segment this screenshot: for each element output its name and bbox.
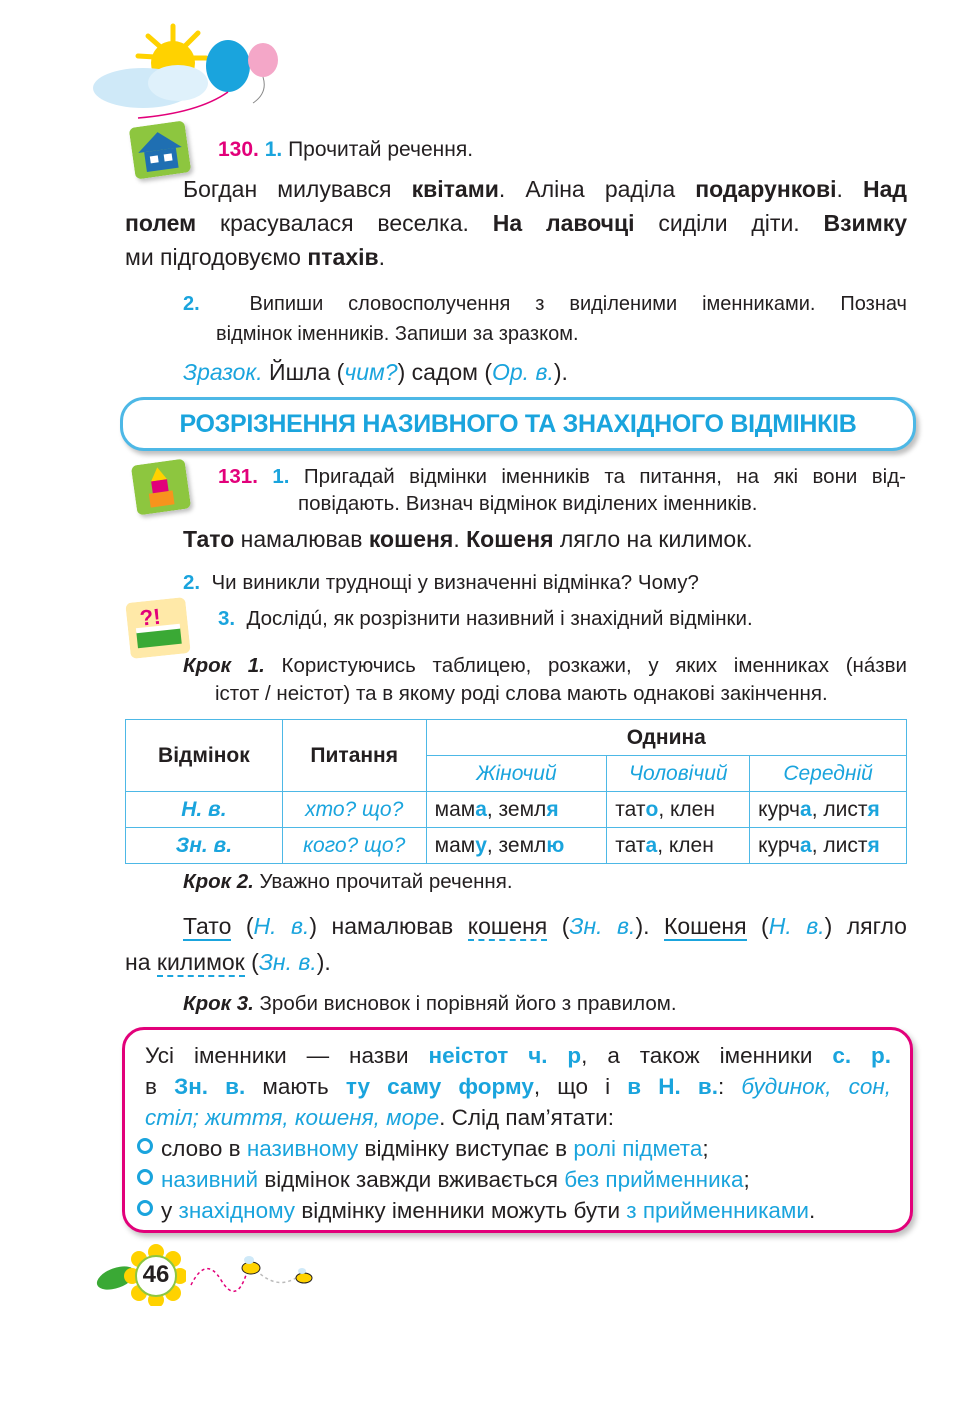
rule-bullet-3 (137, 1195, 891, 1226)
step2-sentence-line1: Тато (Н. в.) намалював кошеня (Зн. в.). Кошеня (Н. в.) лягло (183, 913, 907, 939)
bullet-icon (137, 1169, 153, 1185)
blocks-icon (131, 458, 191, 515)
text-run: о (645, 797, 659, 821)
th-question: Питання (282, 720, 426, 792)
ex131-p1-number: 1. (272, 465, 290, 488)
text-run: без прийменника (564, 1167, 744, 1192)
text-run: , земл (486, 797, 547, 821)
bullet-icon (137, 1138, 153, 1154)
text-run: , що і (533, 1074, 628, 1099)
text-run: з прийменниками (626, 1198, 809, 1223)
text-run: сиділи діти. (634, 210, 824, 236)
ex130-p1-number: 1. (264, 138, 283, 161)
ex131-task3 (218, 605, 753, 633)
ex131-p2-number: 2. (183, 571, 201, 594)
ex131-task1 (218, 463, 906, 517)
text-run: полем (125, 210, 197, 236)
text-run: квітами (411, 176, 499, 202)
cell-case: Зн. в. (126, 828, 283, 864)
step2-text: Уважно прочитай речення. (253, 870, 513, 893)
text-run: ми підгодовуємо (125, 244, 308, 270)
text-run: птахів (307, 244, 379, 270)
text-run: відмінку виступає в (358, 1136, 574, 1161)
text-run: тат (615, 833, 646, 857)
bullet-icon (137, 1200, 153, 1216)
rule-line-1 (145, 1040, 891, 1071)
text-run: будинок, сон, (741, 1074, 891, 1099)
ex130-task2-line1 (183, 289, 907, 319)
ex130-task2-line2: відмінок іменників. Запиши за зразком. (216, 323, 579, 345)
text-run: в Н. в. (627, 1074, 718, 1099)
ex131-p1-text: Пригадай відмінки іменників та питання, на які вони від- (303, 465, 906, 488)
text-run: називний (161, 1167, 259, 1192)
text-run: в (145, 1074, 175, 1099)
text-run: слово в (161, 1136, 247, 1161)
ex130-sample (183, 356, 568, 388)
th-masc: Чоловічий (607, 756, 750, 792)
cell-case: Н. в. (126, 792, 283, 828)
text-run: а (645, 833, 658, 857)
text-run: я (867, 833, 880, 857)
text-run: курч (758, 833, 801, 857)
sample-text-b: ) садом ( (397, 359, 492, 385)
section-title-box (120, 397, 916, 451)
step2 (183, 868, 513, 896)
subject-word: Тато (183, 913, 232, 939)
text-run: відмінку іменники можуть бути (295, 1198, 627, 1223)
step1-line1 (183, 652, 907, 680)
text-run: Взимку (823, 210, 908, 236)
ex131-p3-number: 3. (218, 607, 236, 630)
sample-question: чим? (344, 359, 398, 385)
object-word: кошеня (467, 913, 548, 939)
step2-sentence (125, 908, 907, 980)
ex130-p2-number: 2. (183, 293, 200, 315)
subject-word: Кошеня (663, 913, 747, 939)
ex130-line-2 (125, 206, 907, 240)
th-singular: Однина (426, 720, 906, 756)
cell-masc (607, 792, 750, 828)
step3 (183, 990, 677, 1018)
ex131-sentence (183, 523, 753, 555)
table-row (126, 828, 907, 864)
sample-text-c: ). (553, 359, 568, 385)
text-run: : (717, 1074, 742, 1099)
rule-line-2 (145, 1071, 891, 1102)
text-run: , а також іменники (581, 1043, 833, 1068)
step3-label: Крок 3. (183, 992, 254, 1015)
th-neut: Середній (750, 756, 907, 792)
ex131-task1-line2: повідають. Визнач відмінок виділених іменників. (298, 492, 758, 515)
text-run: ю (546, 833, 565, 857)
case-mark: Н. в. (253, 913, 310, 939)
text-run: Тато (183, 526, 235, 552)
ex130-number: 130. (218, 138, 259, 161)
text-run: . Аліна раділа (498, 176, 696, 202)
ex130-line-1 (125, 172, 907, 206)
s2-text: на (125, 949, 157, 975)
rule-bullet-1 (137, 1133, 891, 1164)
svg-text:?!: ?! (138, 603, 162, 631)
text-run: відмінок завжди вживається (258, 1167, 565, 1192)
text-run: красувалася веселка. (196, 210, 493, 236)
text-run: намалював (234, 526, 369, 552)
rule-bullet-2 (137, 1164, 891, 1195)
text-run: . (808, 1198, 816, 1223)
case-mark: Зн. в. (258, 949, 317, 975)
ex131-number: 131. (218, 465, 258, 488)
text-run: ; (702, 1136, 709, 1161)
text-run: а (475, 797, 487, 821)
rule-box (122, 1027, 913, 1233)
ex130-task2 (183, 289, 907, 349)
section-title: РОЗРІЗНЕННЯ НАЗИВНОГО ТА ЗНАХІДНОГО ВІДМІНКІВ (179, 410, 857, 438)
text-run: у (161, 1198, 179, 1223)
ex131-p3-text: Дослідú, як розрізнити називний і знахідний відмінки. (246, 607, 753, 630)
table-row (126, 792, 907, 828)
text-run: тат (615, 797, 646, 821)
text-run: знахідному (178, 1198, 296, 1223)
text-run: ролі підмета (573, 1136, 703, 1161)
s2-text: намалював (317, 913, 468, 939)
text-run: мають (245, 1074, 346, 1099)
text-run: мам (434, 797, 476, 821)
text-run: я (867, 797, 880, 821)
text-run: а (800, 833, 812, 857)
sample-case: Ор. в. (492, 359, 554, 385)
ex131-p2-text: Чи виникли труднощі у визначенні відмінка? Чому? (211, 571, 699, 594)
ex130-sentences (125, 172, 907, 274)
page-number: 46 (142, 1261, 170, 1288)
sun-balloons-icon (78, 18, 288, 128)
th-fem: Жіночий (426, 756, 607, 792)
ex130-task1 (218, 133, 473, 167)
text-run: у (475, 833, 487, 857)
text-run: ; (743, 1167, 750, 1192)
text-run: , лист (811, 833, 868, 857)
cell-neut (750, 828, 907, 864)
text-run: я (546, 797, 559, 821)
text-run: подарункові (695, 176, 837, 202)
case-table (125, 719, 907, 864)
s2-text: лягло (832, 913, 907, 939)
sample-label: Зразок. (183, 359, 263, 385)
text-run: курч (758, 797, 801, 821)
text-run: називному (246, 1136, 359, 1161)
rule-line-3 (145, 1102, 891, 1133)
step2-label: Крок 2. (183, 870, 254, 893)
th-case: Відмінок (126, 720, 283, 792)
text-run: стіл; життя, кошеня, море (145, 1105, 440, 1130)
text-run: неістот ч. р (428, 1043, 582, 1068)
case-mark: Зн. в. (569, 913, 636, 939)
step1-label: Крок 1. (183, 654, 265, 677)
step1-text: Користуючись таблицею, розкажи, у яких іменниках (нáзви (264, 654, 907, 677)
text-run: На лавочці (492, 210, 635, 236)
text-run: Над (863, 176, 908, 202)
cell-fem (426, 828, 607, 864)
text-run: Кошеня (466, 526, 554, 552)
book-question-icon (125, 597, 191, 659)
text-run: . Слід пам’ятати: (439, 1105, 614, 1130)
text-run: мам (434, 833, 476, 857)
text-run: , клен (657, 833, 714, 857)
text-run: , клен (658, 797, 715, 821)
step3-text: Зроби висновок і порівняй його з правилом. (253, 992, 677, 1015)
cell-neut (750, 792, 907, 828)
house-icon (129, 120, 192, 179)
text-run: а (800, 797, 812, 821)
ex131-task1-line1 (218, 463, 906, 490)
cell-fem (426, 792, 607, 828)
text-run: . (453, 526, 467, 552)
text-run: ту саму форму (345, 1074, 534, 1099)
sample-text-a: Йшла ( (262, 359, 345, 385)
ex131-task2 (183, 569, 699, 597)
ex130-p1-text: Прочитай речення. (288, 138, 474, 161)
text-run: . (836, 176, 863, 202)
text-run: Усі іменники — назви (145, 1043, 429, 1068)
text-run: лягло на килимок. (553, 526, 753, 552)
ex130-p2-text: Випиши словосполучення з виділеними іменниками. Познач (249, 293, 907, 315)
object-word: килимок (156, 949, 245, 975)
step2-sentence-line2: на килимок (Зн. в.). (125, 949, 331, 975)
step1-line2: істот / неістот) та в якому роді слова мають однакові закінчення. (215, 682, 828, 705)
cell-question: хто? що? (282, 792, 426, 828)
ex130-line-3 (125, 240, 907, 274)
text-run: Богдан милувався (183, 176, 412, 202)
text-run: кошеня (368, 526, 454, 552)
text-run: с. р. (832, 1043, 892, 1068)
bee-icon (186, 1250, 326, 1295)
text-run: , земл (486, 833, 547, 857)
cell-masc (607, 828, 750, 864)
case-mark: Н. в. (768, 913, 825, 939)
text-run: . (378, 244, 386, 270)
text-run: , лист (811, 797, 868, 821)
cell-question: кого? що? (282, 828, 426, 864)
step1 (183, 652, 907, 708)
text-run: Зн. в. (174, 1074, 246, 1099)
